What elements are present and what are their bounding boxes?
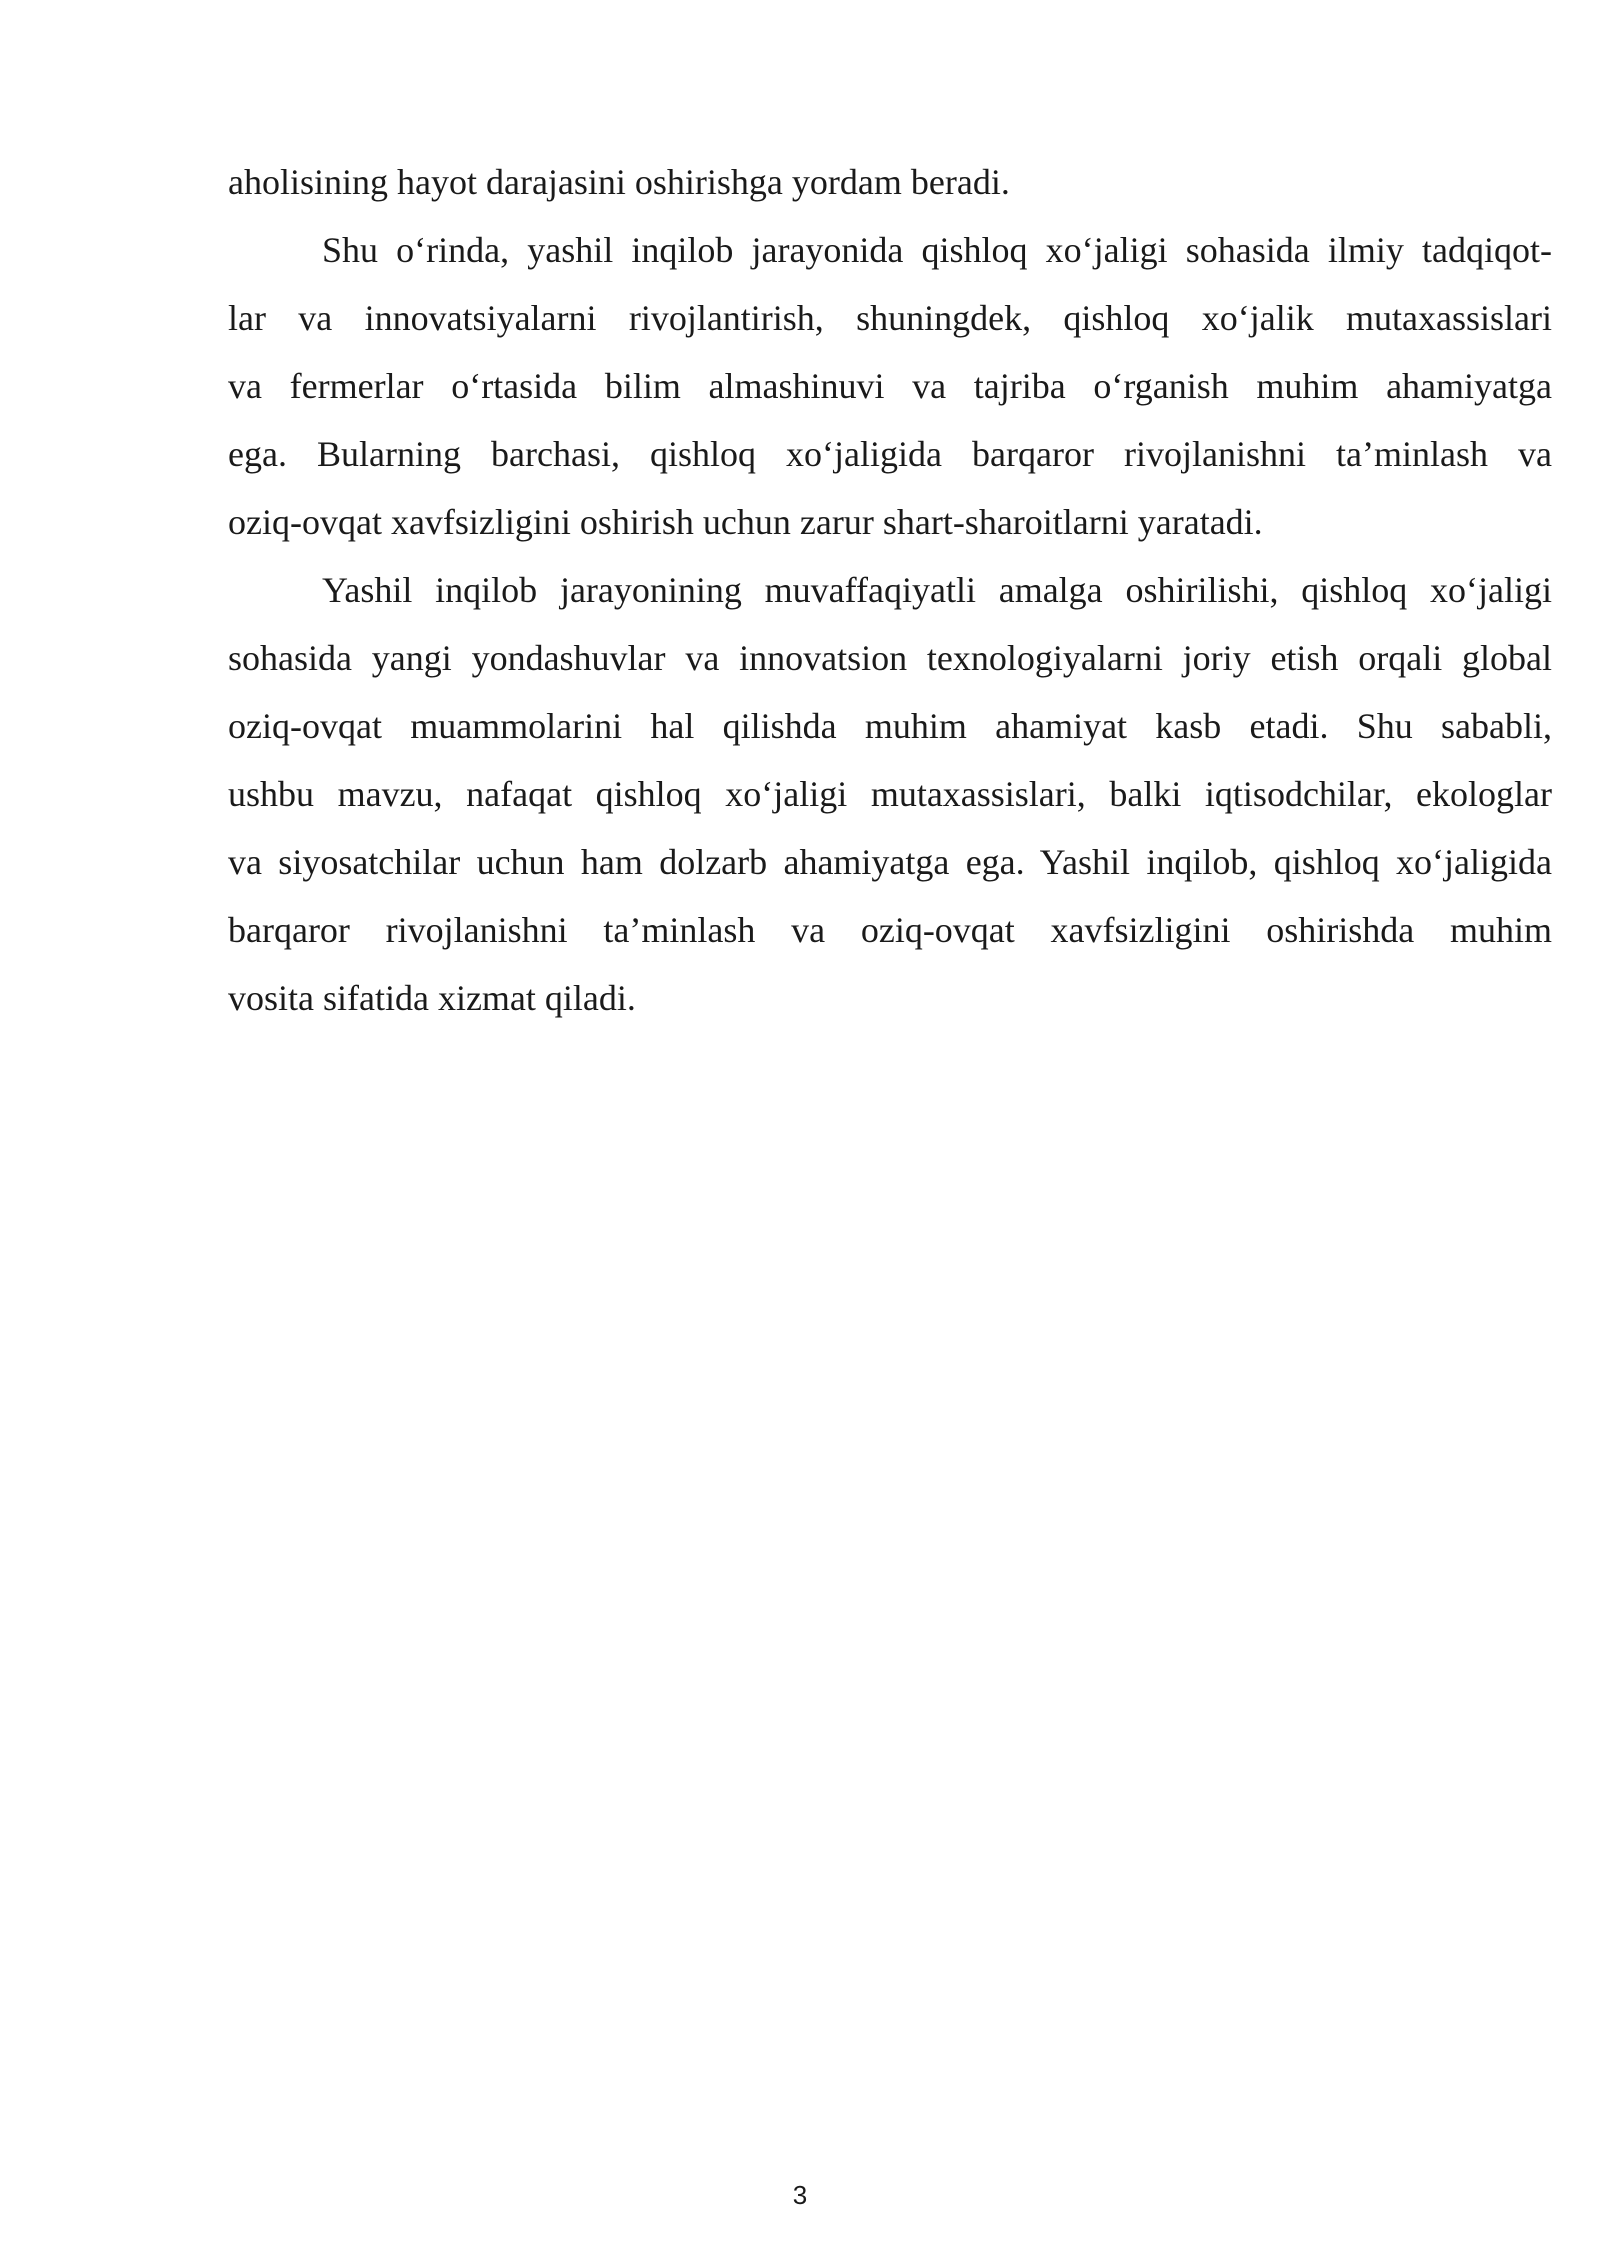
paragraph-3-line-5: va siyosatchilar uchun ham dolzarb ahamiyatga ega. Yashil inqilob, qishloq xo‘jaligida (228, 842, 1552, 882)
paragraph-2-line-5: oziq-ovqat xavfsizligini oshirish uchun zarur shart-sharoitlarni yaratadi. (228, 502, 1263, 542)
paragraph-1-line-1: aholisining hayot darajasini oshirishga yordam beradi. (228, 162, 1010, 202)
paragraph-3-line-6: barqaror rivojlanishni ta’minlash va oziq-ovqat xavfsizligini oshirishda muhim (228, 910, 1552, 950)
paragraph-2-line-1: Shu o‘rinda, yashil inqilob jarayonida qishloq xo‘jaligi sohasida ilmiy tadqiqot- (322, 230, 1552, 270)
paragraph-3-line-7: vosita sifatida xizmat qiladi. (228, 978, 636, 1018)
paragraph-2-line-4: ega. Bularning barchasi, qishloq xo‘jaligida barqaror rivojlanishni ta’minlash va (228, 434, 1552, 474)
paragraph-3-line-2: sohasida yangi yondashuvlar va innovatsion texnologiyalarni joriy etish orqali global (228, 638, 1552, 678)
paragraph-3-line-1: Yashil inqilob jarayonining muvaffaqiyatli amalga oshirilishi, qishloq xo‘jaligi (322, 570, 1552, 610)
paragraph-2-line-3: va fermerlar o‘rtasida bilim almashinuvi va tajriba o‘rganish muhim ahamiyatga (228, 366, 1552, 406)
body-text (228, 148, 1552, 1032)
paragraph-2-line-2: lar va innovatsiyalarni rivojlantirish, shuningdek, qishloq xo‘jalik mutaxassislari (228, 298, 1552, 338)
paragraph-3-line-4: ushbu mavzu, nafaqat qishloq xo‘jaligi mutaxassislari, balki iqtisodchilar, ekologlar (228, 774, 1552, 814)
paragraph-3-line-3: oziq-ovqat muammolarini hal qilishda muhim ahamiyat kasb etadi. Shu sababli, (228, 706, 1552, 746)
page-number: 3 (792, 2180, 808, 2210)
